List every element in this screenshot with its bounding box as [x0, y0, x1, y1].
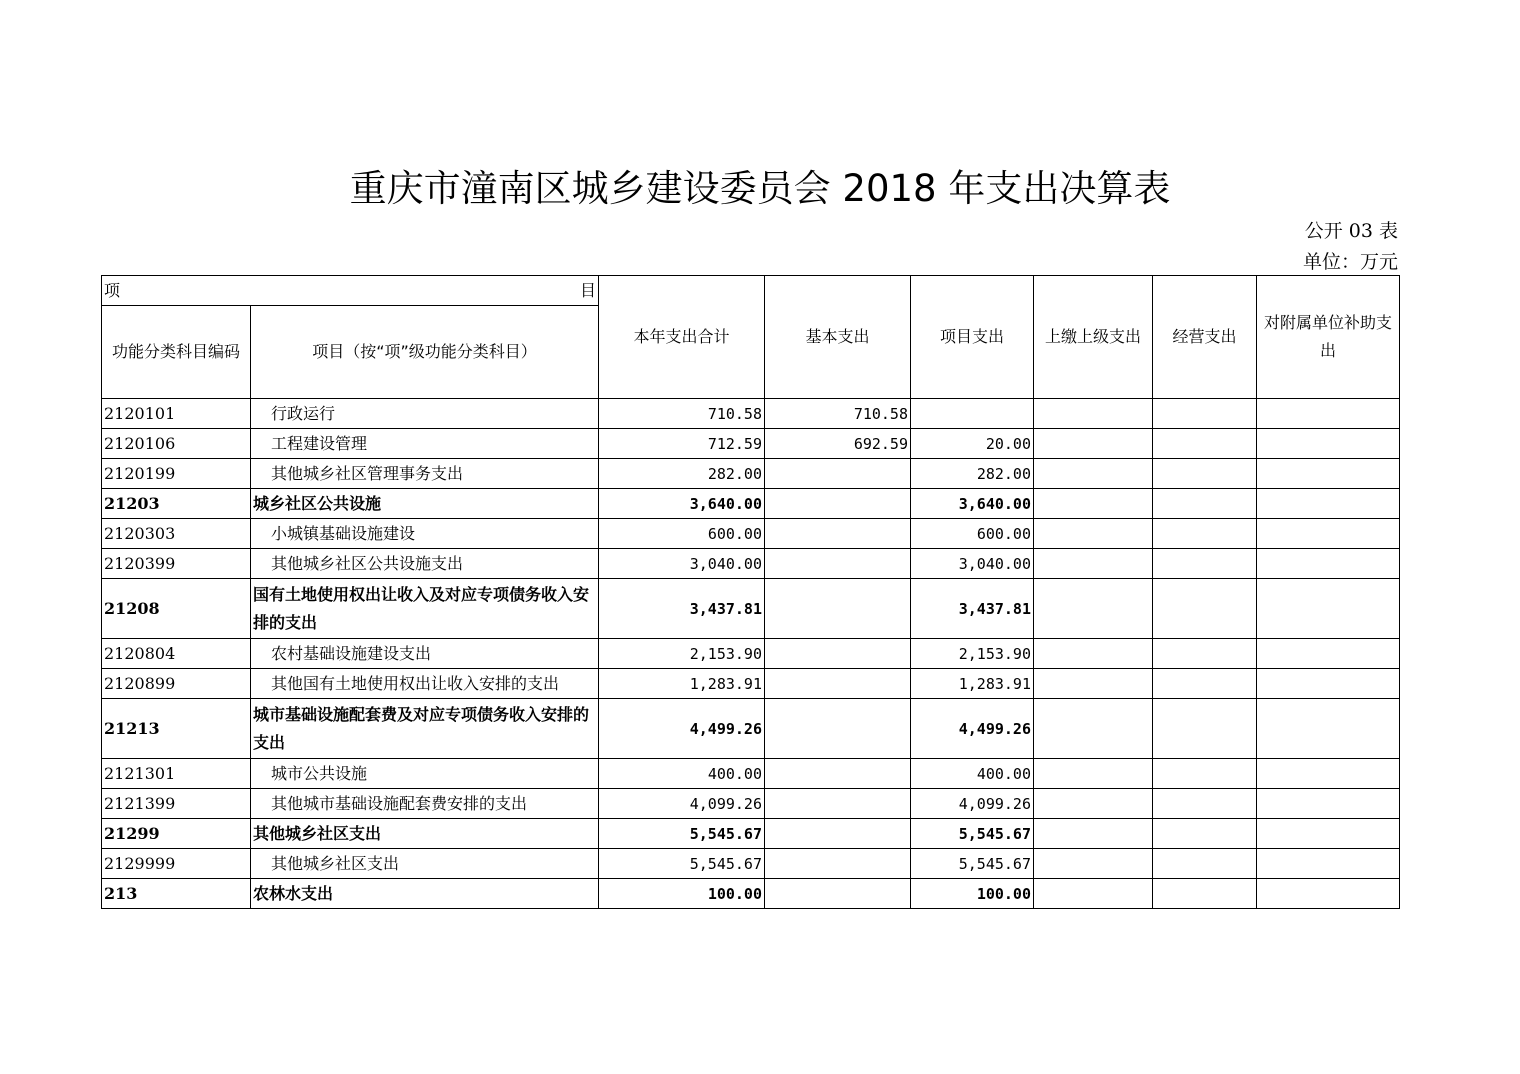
upper-cell — [1034, 879, 1153, 909]
header-total: 本年支出合计 — [599, 276, 765, 399]
project-cell: 2,153.90 — [911, 639, 1034, 669]
code-cell: 2121399 — [102, 789, 251, 819]
table-row — [102, 399, 1400, 429]
upper-cell — [1034, 699, 1153, 759]
subsidy-cell — [1257, 429, 1400, 459]
project-cell: 600.00 — [911, 519, 1034, 549]
code-cell: 2120804 — [102, 639, 251, 669]
upper-cell — [1034, 819, 1153, 849]
name-cell: 农林水支出 — [251, 879, 599, 909]
code-cell: 21203 — [102, 489, 251, 519]
subsidy-cell — [1257, 519, 1400, 549]
upper-cell — [1034, 579, 1153, 639]
subsidy-cell — [1257, 879, 1400, 909]
header-basic: 基本支出 — [765, 276, 911, 399]
name-cell: 城市基础设施配套费及对应专项债务收入安排的支出 — [251, 699, 599, 759]
name-cell: 国有土地使用权出让收入及对应专项债务收入安排的支出 — [251, 579, 599, 639]
basic-cell — [765, 789, 911, 819]
project-cell: 3,437.81 — [911, 579, 1034, 639]
total-cell: 5,545.67 — [599, 849, 765, 879]
total-cell: 282.00 — [599, 459, 765, 489]
business-cell — [1153, 489, 1257, 519]
table-row — [102, 549, 1400, 579]
subsidy-cell — [1257, 669, 1400, 699]
subsidy-cell — [1257, 759, 1400, 789]
table-row — [102, 759, 1400, 789]
subsidy-cell — [1257, 579, 1400, 639]
table-row — [102, 699, 1400, 759]
business-cell — [1153, 519, 1257, 549]
table-row — [102, 639, 1400, 669]
business-cell — [1153, 759, 1257, 789]
subsidy-cell — [1257, 849, 1400, 879]
total-cell: 2,153.90 — [599, 639, 765, 669]
business-cell — [1153, 579, 1257, 639]
name-cell: 城乡社区公共设施 — [251, 489, 599, 519]
name-cell: 农村基础设施建设支出 — [251, 639, 599, 669]
subsidy-cell — [1257, 459, 1400, 489]
name-cell: 行政运行 — [251, 399, 599, 429]
name-cell: 其他城乡社区支出 — [251, 819, 599, 849]
code-cell: 2121301 — [102, 759, 251, 789]
name-cell: 小城镇基础设施建设 — [251, 519, 599, 549]
basic-cell — [765, 579, 911, 639]
upper-cell — [1034, 849, 1153, 879]
business-cell — [1153, 459, 1257, 489]
business-cell — [1153, 669, 1257, 699]
subsidy-cell — [1257, 639, 1400, 669]
name-cell: 其他城市基础设施配套费安排的支出 — [251, 789, 599, 819]
business-cell — [1153, 549, 1257, 579]
basic-cell — [765, 699, 911, 759]
total-cell: 3,437.81 — [599, 579, 765, 639]
code-cell: 2120199 — [102, 459, 251, 489]
upper-cell — [1034, 489, 1153, 519]
project-cell: 5,545.67 — [911, 819, 1034, 849]
basic-cell — [765, 849, 911, 879]
total-cell: 5,545.67 — [599, 819, 765, 849]
project-cell: 100.00 — [911, 879, 1034, 909]
subsidy-cell — [1257, 399, 1400, 429]
subsidy-cell — [1257, 699, 1400, 759]
code-cell: 2120303 — [102, 519, 251, 549]
table-row — [102, 819, 1400, 849]
total-cell: 600.00 — [599, 519, 765, 549]
name-cell: 城市公共设施 — [251, 759, 599, 789]
expenditure-table — [101, 275, 1400, 909]
table-row — [102, 429, 1400, 459]
table-row — [102, 459, 1400, 489]
project-cell: 400.00 — [911, 759, 1034, 789]
code-cell: 2120399 — [102, 549, 251, 579]
project-cell: 3,640.00 — [911, 489, 1034, 519]
basic-cell — [765, 759, 911, 789]
total-cell: 100.00 — [599, 879, 765, 909]
header-subsidy: 对附属单位补助支出 — [1257, 276, 1400, 399]
total-cell: 710.58 — [599, 399, 765, 429]
upper-cell — [1034, 519, 1153, 549]
name-cell: 其他国有土地使用权出让收入安排的支出 — [251, 669, 599, 699]
name-cell: 其他城乡社区支出 — [251, 849, 599, 879]
project-cell: 3,040.00 — [911, 549, 1034, 579]
project-cell: 5,545.67 — [911, 849, 1034, 879]
name-cell: 工程建设管理 — [251, 429, 599, 459]
business-cell — [1153, 639, 1257, 669]
table-number: 公开 03 表 — [1304, 220, 1398, 242]
basic-cell — [765, 519, 911, 549]
total-cell: 712.59 — [599, 429, 765, 459]
project-cell: 4,499.26 — [911, 699, 1034, 759]
business-cell — [1153, 789, 1257, 819]
header-item-left: 项 — [104, 280, 121, 300]
basic-cell — [765, 819, 911, 849]
table-row — [102, 579, 1400, 639]
subsidy-cell — [1257, 789, 1400, 819]
business-cell — [1153, 699, 1257, 759]
basic-cell — [765, 459, 911, 489]
basic-cell: 692.59 — [765, 429, 911, 459]
table-row — [102, 879, 1400, 909]
upper-cell — [1034, 429, 1153, 459]
code-cell: 2129999 — [102, 849, 251, 879]
code-cell: 21299 — [102, 819, 251, 849]
code-cell: 213 — [102, 879, 251, 909]
code-cell: 21213 — [102, 699, 251, 759]
unit-label: 单位：万元 — [1302, 251, 1398, 273]
project-cell: 1,283.91 — [911, 669, 1034, 699]
header-item-cell — [102, 276, 599, 306]
header-business: 经营支出 — [1153, 276, 1257, 399]
basic-cell — [765, 669, 911, 699]
business-cell — [1153, 849, 1257, 879]
basic-cell — [765, 549, 911, 579]
project-cell: 4,099.26 — [911, 789, 1034, 819]
name-cell: 其他城乡社区公共设施支出 — [251, 549, 599, 579]
table-row — [102, 789, 1400, 819]
total-cell: 4,499.26 — [599, 699, 765, 759]
name-cell: 其他城乡社区管理事务支出 — [251, 459, 599, 489]
header-item-right: 目 — [579, 280, 596, 300]
upper-cell — [1034, 639, 1153, 669]
table-row — [102, 849, 1400, 879]
header-code: 功能分类科目编码 — [102, 306, 251, 399]
code-cell: 21208 — [102, 579, 251, 639]
upper-cell — [1034, 789, 1153, 819]
business-cell — [1153, 429, 1257, 459]
header-row-1 — [102, 276, 1400, 306]
table-row — [102, 669, 1400, 699]
business-cell — [1153, 399, 1257, 429]
subsidy-cell — [1257, 819, 1400, 849]
code-cell: 2120106 — [102, 429, 251, 459]
total-cell: 3,640.00 — [599, 489, 765, 519]
table-row — [102, 489, 1400, 519]
upper-cell — [1034, 759, 1153, 789]
basic-cell — [765, 489, 911, 519]
code-cell: 2120101 — [102, 399, 251, 429]
business-cell — [1153, 879, 1257, 909]
total-cell: 400.00 — [599, 759, 765, 789]
header-upper: 上缴上级支出 — [1034, 276, 1153, 399]
basic-cell: 710.58 — [765, 399, 911, 429]
table-row — [102, 519, 1400, 549]
code-cell: 2120899 — [102, 669, 251, 699]
upper-cell — [1034, 549, 1153, 579]
subsidy-cell — [1257, 489, 1400, 519]
project-cell: 20.00 — [911, 429, 1034, 459]
page-title: 重庆市潼南区城乡建设委员会 2018 年支出决算表 — [349, 167, 1171, 210]
total-cell: 1,283.91 — [599, 669, 765, 699]
subsidy-cell — [1257, 549, 1400, 579]
project-cell: 282.00 — [911, 459, 1034, 489]
total-cell: 3,040.00 — [599, 549, 765, 579]
project-cell — [911, 399, 1034, 429]
upper-cell — [1034, 459, 1153, 489]
upper-cell — [1034, 669, 1153, 699]
business-cell — [1153, 819, 1257, 849]
basic-cell — [765, 879, 911, 909]
basic-cell — [765, 639, 911, 669]
total-cell: 4,099.26 — [599, 789, 765, 819]
header-project: 项目支出 — [911, 276, 1034, 399]
upper-cell — [1034, 399, 1153, 429]
header-name: 项目（按“项”级功能分类科目） — [251, 306, 599, 399]
